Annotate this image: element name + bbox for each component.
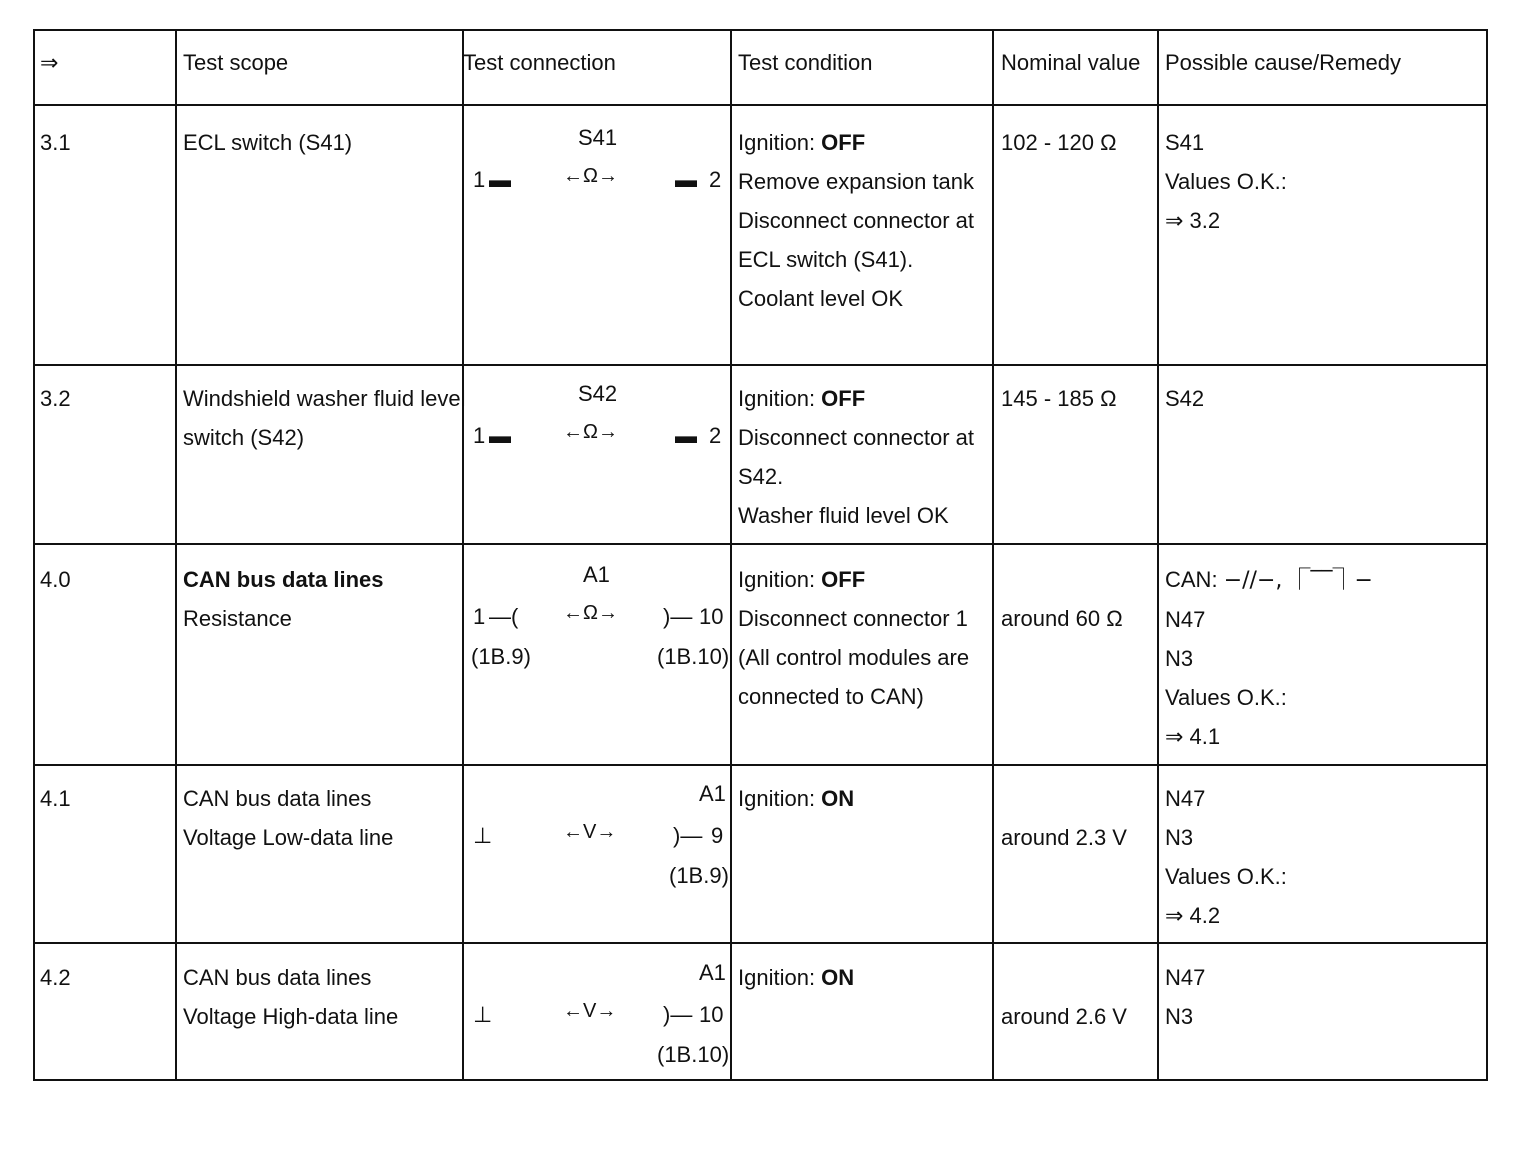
remedy-link[interactable]: ⇒ 3.2	[1165, 208, 1221, 233]
ground-icon: ⊥	[473, 1002, 493, 1027]
condition-line: Disconnect connector at	[738, 208, 975, 233]
col-divider	[175, 31, 177, 1079]
header-arrow: ⇒	[40, 50, 59, 75]
condition-line: Disconnect connector at	[738, 425, 975, 450]
remedy-line: N3	[1165, 1004, 1194, 1029]
condition-line: Remove expansion tank	[738, 169, 975, 194]
scope-line: ECL switch (S41)	[183, 130, 353, 155]
voltmeter-icon: ←V→	[563, 1000, 617, 1022]
open-circuit-icon: −//−,	[1223, 568, 1283, 593]
test-scope	[183, 379, 465, 457]
ignition-state: ON	[821, 786, 855, 811]
component-label: A1	[699, 781, 726, 806]
scope-line: Windshield washer fluid level	[183, 386, 466, 411]
remedy-line: N47	[1165, 607, 1206, 632]
test-scope	[183, 123, 352, 162]
ohmmeter-icon: ←Ω→	[563, 421, 618, 443]
right-plug-icon: )—	[663, 1002, 693, 1027]
diagnostic-table	[33, 29, 1488, 1081]
scope-line: switch (S42)	[183, 425, 305, 450]
col-divider	[462, 31, 464, 1079]
scope-line: Resistance	[183, 606, 292, 631]
remedy-line: S41	[1165, 130, 1205, 155]
right-pin-ref: (1B.10)	[657, 1042, 730, 1067]
component-label: S42	[578, 381, 618, 406]
header-test-scope: Test scope	[183, 50, 289, 75]
scope-line: CAN bus data lines	[183, 965, 372, 990]
header-divider	[35, 104, 1486, 106]
condition-line: Disconnect connector 1	[738, 606, 968, 631]
header-nominal-value: Nominal value	[1001, 50, 1141, 75]
remedy-line: N3	[1165, 646, 1194, 671]
left-pin: 1	[473, 604, 486, 629]
signal-pulse-icon: ⎾‾‾⏋−	[1288, 568, 1373, 593]
test-scope	[183, 958, 398, 1036]
condition-line: connected to CAN)	[738, 684, 924, 709]
right-pin: 10	[699, 604, 724, 629]
test-condition	[738, 379, 974, 535]
nominal-value: around 2.6 V	[1001, 1004, 1127, 1029]
step-number: 4.2	[40, 965, 71, 990]
step-number: 3.1	[40, 130, 71, 155]
test-condition	[738, 123, 974, 318]
test-connection-diagram	[465, 125, 729, 285]
ignition-label: Ignition:	[738, 386, 822, 411]
scope-line: Voltage High-data line	[183, 1004, 399, 1029]
remedy-line: S42	[1165, 386, 1205, 411]
col-divider	[992, 31, 994, 1079]
test-connection-diagram	[465, 960, 729, 1120]
test-connection-diagram	[465, 781, 729, 941]
nominal-value: around 60 Ω	[1001, 606, 1123, 631]
scope-title: CAN bus data lines	[183, 567, 384, 592]
left-pin-ref: (1B.9)	[471, 644, 531, 669]
right-connector-icon: ▬	[675, 423, 697, 448]
possible-cause	[1165, 779, 1287, 935]
left-pin: 1	[473, 423, 486, 448]
left-connector-icon: ▬	[489, 167, 511, 192]
right-pin: 10	[699, 1002, 724, 1027]
condition-line: Washer fluid level OK	[738, 503, 949, 528]
remedy-line: N47	[1165, 965, 1206, 990]
ground-icon: ⊥	[473, 823, 493, 848]
remedy-line: N3	[1165, 825, 1194, 850]
component-label: A1	[699, 960, 726, 985]
row-divider	[35, 764, 1486, 766]
header-possible-cause: Possible cause/Remedy	[1165, 50, 1402, 75]
remedy-line: Values O.K.:	[1165, 169, 1287, 194]
step-number: 3.2	[40, 386, 71, 411]
row-divider	[35, 543, 1486, 545]
row-divider	[35, 942, 1486, 944]
nominal-value: around 2.3 V	[1001, 825, 1127, 850]
condition-line: (All control modules are	[738, 645, 970, 670]
scope-line: CAN bus data lines	[183, 786, 372, 811]
right-plug-icon: )—	[673, 823, 703, 848]
voltmeter-icon: ←V→	[563, 821, 617, 843]
ignition-label: Ignition:	[738, 567, 822, 592]
ignition-state: ON	[821, 965, 855, 990]
test-condition	[738, 560, 969, 716]
test-scope	[183, 779, 393, 857]
component-label: A1	[583, 562, 610, 587]
right-pin-ref: (1B.9)	[669, 863, 729, 888]
remedy-link[interactable]: ⇒ 4.2	[1165, 903, 1221, 928]
nominal-value: 102 - 120 Ω	[1001, 130, 1117, 155]
right-pin: 2	[709, 167, 722, 192]
condition-line: ECL switch (S41).	[738, 247, 914, 272]
col-divider	[730, 31, 732, 1079]
condition-line: S42.	[738, 464, 784, 489]
condition-line: Coolant level OK	[738, 286, 904, 311]
remedy-link[interactable]: ⇒ 4.1	[1165, 724, 1221, 749]
possible-cause	[1165, 560, 1373, 756]
left-connector-icon: ▬	[489, 423, 511, 448]
right-pin-ref: (1B.10)	[657, 644, 730, 669]
test-scope	[183, 560, 383, 638]
right-connector-icon: ▬	[675, 167, 697, 192]
remedy-line: N47	[1165, 786, 1206, 811]
ignition-label: Ignition:	[738, 130, 822, 155]
right-plug-icon: )—	[663, 604, 693, 629]
test-condition	[738, 958, 854, 997]
header-test-connection: Test connection	[463, 50, 616, 75]
ohmmeter-icon: ←Ω→	[563, 165, 618, 187]
ignition-state: OFF	[821, 567, 866, 592]
right-pin: 9	[711, 823, 724, 848]
left-pin: 1	[473, 167, 486, 192]
component-label: S41	[578, 125, 618, 150]
nominal-value: 145 - 185 Ω	[1001, 386, 1117, 411]
can-label: CAN:	[1165, 567, 1218, 592]
left-plug-icon: —(	[489, 604, 519, 629]
test-condition	[738, 779, 854, 818]
test-connection-diagram	[465, 562, 729, 722]
header-test-condition: Test condition	[738, 50, 873, 75]
test-connection-diagram	[465, 381, 729, 541]
ignition-state: OFF	[821, 130, 866, 155]
ignition-label: Ignition:	[738, 786, 822, 811]
possible-cause	[1165, 958, 1205, 1036]
col-divider	[1157, 31, 1159, 1079]
step-number: 4.0	[40, 567, 71, 592]
possible-cause	[1165, 123, 1287, 240]
ignition-state: OFF	[821, 386, 866, 411]
remedy-line: Values O.K.:	[1165, 864, 1287, 889]
step-number: 4.1	[40, 786, 71, 811]
ohmmeter-icon: ←Ω→	[563, 602, 618, 624]
ignition-label: Ignition:	[738, 965, 822, 990]
scope-line: Voltage Low-data line	[183, 825, 394, 850]
row-divider	[35, 364, 1486, 366]
remedy-line: Values O.K.:	[1165, 685, 1287, 710]
right-pin: 2	[709, 423, 722, 448]
possible-cause	[1165, 379, 1204, 418]
